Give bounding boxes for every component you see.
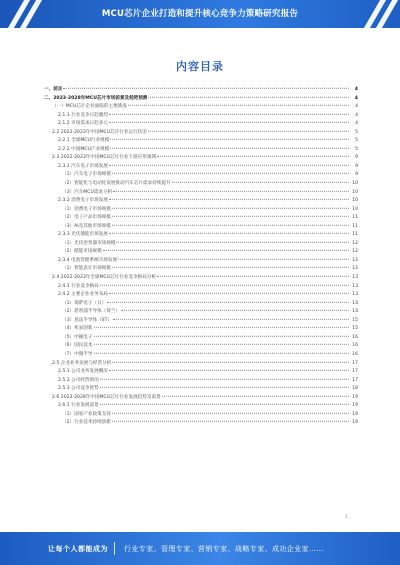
toc-dot-leader <box>112 413 349 414</box>
toc-dot-leader <box>148 96 349 97</box>
toc-entry[interactable] <box>44 257 358 266</box>
toc-dot-leader <box>112 267 349 268</box>
toc-entry-label: 2.5.1 公司业务发展概况 <box>58 369 108 375</box>
toc-entry-page: 19 <box>352 411 358 417</box>
toc-entry-page: 17 <box>352 377 358 383</box>
toc-dot-leader <box>116 242 349 243</box>
toc-dot-leader <box>107 301 349 302</box>
toc-entry-label: 2.3.4 电池管理系统市场发展 <box>58 257 118 263</box>
toc-dot-leader <box>103 250 349 251</box>
toc-entry-page: 10 <box>352 198 358 204</box>
toc-dot-leader <box>94 327 350 328</box>
toc-entry-page: 4 <box>354 87 358 92</box>
toc-entry[interactable] <box>44 325 358 334</box>
toc-entry-page: 14 <box>352 300 358 306</box>
toc-entry-label: （6）国民技术 <box>62 343 93 349</box>
toc-entry-page: 9 <box>355 155 358 161</box>
toc-entry[interactable] <box>44 86 358 95</box>
toc-entry[interactable] <box>44 154 358 163</box>
toc-dot-leader <box>94 353 350 354</box>
toc-entry-page: 12 <box>352 266 358 272</box>
toc-dot-leader <box>118 259 349 260</box>
toc-entry-label: （1）国家产业政策支持 <box>62 411 111 417</box>
toc-entry[interactable] <box>44 283 358 292</box>
toc-entry-page: 16 <box>352 343 358 349</box>
toc-entry[interactable] <box>44 146 358 155</box>
toc-dot-leader <box>100 378 349 379</box>
toc-dot-leader <box>63 88 349 89</box>
toc-entry-label: 2.2.1 全球MCU行业规模 <box>58 138 110 144</box>
toc-entry[interactable] <box>44 103 358 112</box>
toc-dot-leader <box>100 284 349 285</box>
toc-dot-leader <box>112 173 349 174</box>
toc-dot-leader <box>157 156 349 157</box>
toc-entry[interactable] <box>44 231 358 240</box>
toc-dot-leader <box>128 105 349 106</box>
toc-entry[interactable] <box>44 334 358 343</box>
toc-entry[interactable] <box>44 300 358 309</box>
toc-entry-page: 4 <box>355 112 358 118</box>
toc-entry-label: 2.5.2 公司经营情况 <box>58 377 99 383</box>
toc-entry-page: 5 <box>355 138 358 144</box>
toc-entry-page: 10 <box>352 206 358 212</box>
toc-entry-label: （3）AI及其他市场规模 <box>62 223 111 229</box>
toc-entry-page: 16 <box>352 334 358 340</box>
toc-entry-label: 2.4 2022-2023年全球MCU芯片行业竞争格局分析 <box>52 275 157 281</box>
toc-entry[interactable] <box>44 137 358 146</box>
toc-entry-page: 13 <box>352 275 358 281</box>
toc-entry[interactable] <box>44 419 358 428</box>
toc-entry-page: 11 <box>352 223 358 229</box>
toc-entry-page: 12 <box>352 257 358 263</box>
toc-entry[interactable] <box>44 360 358 369</box>
toc-dot-leader <box>112 207 349 208</box>
toc-dot-leader <box>109 122 349 123</box>
toc-entry-page: 10 <box>352 181 358 187</box>
toc-entry-label: 2.6 2023-2028年中国MCU芯片行业发展趋势及前景 <box>52 394 161 400</box>
toc-dot-leader <box>121 310 349 311</box>
toc-entry-page: 18 <box>352 386 358 392</box>
toc-entry-page: 15 <box>352 326 358 332</box>
toc-entry-page: 9 <box>355 172 358 178</box>
footer-slogan-left: 让每个人都能成为 <box>48 545 108 553</box>
toc-entry-page: 15 <box>352 317 358 323</box>
toc-dot-leader <box>100 404 349 405</box>
toc-entry-label: 2.2.2 中国MCU产业规模 <box>58 146 110 152</box>
toc-dot-leader <box>109 293 349 294</box>
toc-entry[interactable] <box>44 402 358 411</box>
toc-entry-label: 2.4.1 行业竞争格局 <box>58 283 99 289</box>
toc-entry[interactable] <box>44 248 358 257</box>
toc-entry-label: 2.3.3 光伏储能市场发展 <box>58 232 108 238</box>
toc-entry-label: 一、前言 <box>44 87 63 92</box>
toc-entry[interactable] <box>44 129 358 138</box>
toc-entry-label: （1）汽车电子市场规模 <box>62 172 111 178</box>
toc-entry-page: 11 <box>352 215 358 221</box>
toc-entry-label: （1）瑞萨电子（日） <box>62 300 107 306</box>
toc-entry-label: （1）智能表计市场规模 <box>62 266 111 272</box>
toc-entry-label: 二、2023-2028年MCU芯片市场前景及趋势预测 <box>44 95 148 101</box>
toc-dot-leader <box>112 225 349 226</box>
toc-entry[interactable] <box>44 206 358 215</box>
toc-dot-leader <box>109 113 349 114</box>
toc-entry[interactable] <box>44 214 358 223</box>
toc-dot-leader <box>148 131 349 132</box>
toc-dot-leader <box>112 421 349 422</box>
toc-entry[interactable] <box>44 163 358 172</box>
toc-entry-label: （1）消费电子市场规模 <box>62 206 111 212</box>
toc-entry-label: （3）汽车MCU需求分析 <box>62 189 113 195</box>
toc-dot-leader <box>94 344 350 345</box>
toc-entry-label: （3）意法半导体（ST） <box>62 317 112 323</box>
toc-entry-page: 19 <box>352 403 358 409</box>
toc-entry-page: 10 <box>352 189 358 195</box>
toc-entry[interactable] <box>44 351 358 360</box>
toc-entry[interactable] <box>44 171 358 180</box>
toc-entry-page: 16 <box>352 351 358 357</box>
toc-entry-page: 4 <box>354 95 358 101</box>
toc-dot-leader <box>109 199 349 200</box>
toc-entry[interactable] <box>44 368 358 377</box>
toc-entry[interactable] <box>44 308 358 317</box>
toc-entry-label: （2）恩智浦半导体（荷兰） <box>62 309 121 315</box>
toc-entry-page: 4 <box>355 104 358 110</box>
toc-entry-label: （2）储能市场规模 <box>62 249 102 255</box>
toc-entry-label: （2）电子产品市场规模 <box>62 215 111 221</box>
toc-entry-page: 5 <box>355 129 358 135</box>
table-of-contents <box>44 86 358 428</box>
toc-dot-leader <box>110 148 349 149</box>
toc-entry-page: 12 <box>352 240 358 246</box>
toc-entry-page: 14 <box>352 309 358 315</box>
footer-slogan-right: 行业专家、管理专家、营销专家、战略专家、成功企业家…… <box>124 545 324 553</box>
toc-dot-leader <box>109 165 349 166</box>
toc-heading: 内容目录 <box>176 60 224 73</box>
toc-entry[interactable] <box>44 377 358 386</box>
toc-entry-label: 2.1.2 市场需求日趋多元 <box>58 121 108 127</box>
toc-entry[interactable] <box>44 317 358 326</box>
toc-entry[interactable] <box>44 240 358 249</box>
toc-entry-label: （2）行业技术持续创新 <box>62 420 111 426</box>
toc-entry-page: 17 <box>352 369 358 375</box>
toc-entry[interactable] <box>44 274 358 283</box>
toc-entry[interactable] <box>44 197 358 206</box>
toc-dot-leader <box>110 139 349 140</box>
toc-entry-label: 2.5.3 公司竞争优势 <box>58 386 99 392</box>
toc-entry-label: （一）MCU芯片企业面临的主要挑战 <box>52 104 127 110</box>
toc-entry-label: （1）光伏逆变器市场规模 <box>62 240 116 246</box>
toc-entry-label: （4）兆易创新 <box>62 326 93 332</box>
toc-entry[interactable] <box>44 394 358 403</box>
toc-dot-leader <box>162 395 349 396</box>
toc-entry-page: 19 <box>352 420 358 426</box>
toc-entry-page: 12 <box>352 249 358 255</box>
toc-entry[interactable] <box>44 411 358 420</box>
toc-dot-leader <box>172 182 349 183</box>
toc-entry[interactable] <box>44 385 358 394</box>
toc-entry-page: 11 <box>352 232 358 238</box>
toc-dot-leader <box>113 319 349 320</box>
page-number: 1 <box>345 514 348 519</box>
toc-entry-page: 13 <box>352 292 358 298</box>
toc-entry-page: 5 <box>355 146 358 152</box>
toc-dot-leader <box>109 233 349 234</box>
toc-entry-page: 4 <box>355 121 358 127</box>
toc-entry-page: 13 <box>352 283 358 289</box>
toc-entry-label: （2）智能化与电动化发展推动汽车芯片需求持续提升 <box>62 181 171 187</box>
toc-entry-label: （5）中颖电子 <box>62 334 93 340</box>
toc-entry[interactable] <box>44 223 358 232</box>
toc-entry-label: （7）中微半导 <box>62 351 93 357</box>
toc-entry-label: 2.3.1 汽车电子市场发展 <box>58 163 108 169</box>
toc-entry-label: 2.1.1 行业竞争日趋激烈 <box>58 112 108 118</box>
toc-dot-leader <box>113 190 349 191</box>
footer-divider <box>114 542 115 555</box>
report-title: MCU芯片企业打造和提升核心竞争力策略研究报告 <box>101 9 299 19</box>
toc-entry[interactable] <box>44 189 358 198</box>
toc-dot-leader <box>109 370 349 371</box>
toc-entry-page: 9 <box>355 163 358 169</box>
footer-banner <box>0 532 400 565</box>
toc-entry[interactable] <box>44 180 358 189</box>
toc-entry-label: 2.5 企业业务发展与经营分析 <box>52 360 112 366</box>
toc-entry-page: 17 <box>352 360 358 366</box>
toc-dot-leader <box>100 387 349 388</box>
toc-entry[interactable] <box>44 120 358 129</box>
toc-entry-label: 2.3 2022-2023年中国MCU芯片行业下游应用领域 <box>52 155 157 161</box>
toc-entry-label: 2.4.2 主要企业业务布局 <box>58 292 108 298</box>
toc-entry-label: 2.6.1 行业发展前景 <box>58 403 99 409</box>
toc-entry[interactable] <box>44 112 358 121</box>
toc-dot-leader <box>94 336 350 337</box>
toc-entry-page: 19 <box>352 394 358 400</box>
toc-entry[interactable] <box>44 291 358 300</box>
toc-dot-leader <box>157 276 349 277</box>
toc-dot-leader <box>112 216 349 217</box>
toc-entry[interactable] <box>44 265 358 274</box>
toc-dot-leader <box>112 361 349 362</box>
toc-entry-label: 2.2 2022-2023年中国MCU芯片行业运行状况 <box>52 129 147 135</box>
toc-entry[interactable] <box>44 342 358 351</box>
toc-entry-label: 2.3.2 消费电子市场发展 <box>58 198 108 204</box>
report-header-banner <box>0 0 400 28</box>
toc-entry[interactable] <box>44 95 358 104</box>
